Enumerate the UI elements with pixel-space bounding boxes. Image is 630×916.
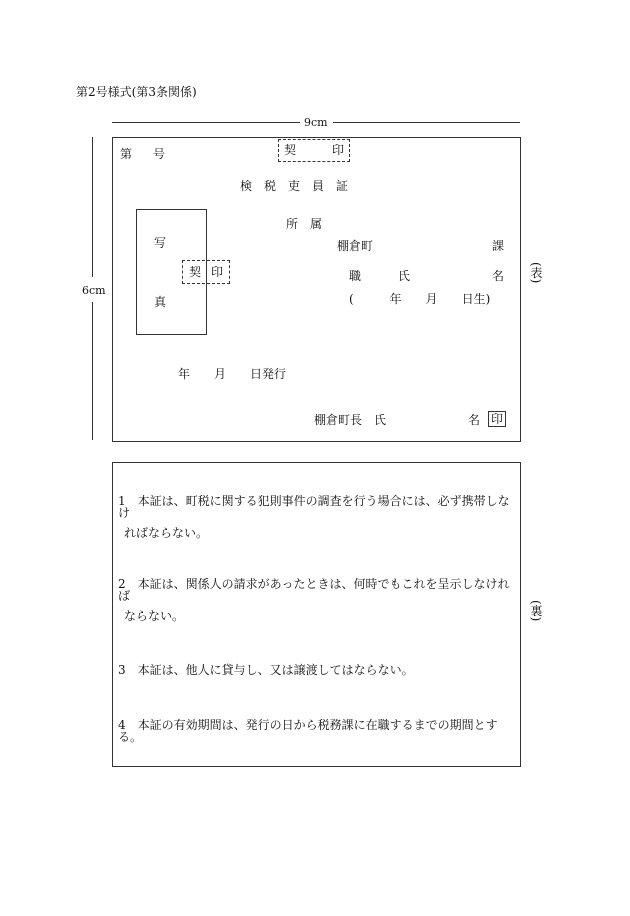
width-dimension-line-right bbox=[333, 122, 520, 123]
back-item-4-line1: 4 本証の有効期間は、発行の日から税務課に在職するまでの期間とする。 bbox=[118, 718, 498, 744]
back-item-1-line2: ればならない。 bbox=[124, 526, 209, 540]
back-item-3-line1: 3 本証は、他人に貸与し、又は譲渡してはならない。 bbox=[118, 663, 414, 677]
front-side-label: (表) bbox=[529, 262, 543, 284]
width-dimension-line-left bbox=[112, 122, 300, 123]
seal-in-box: 印 bbox=[488, 411, 506, 427]
photo-label-sha: 写 bbox=[154, 236, 167, 250]
back-item-2-line1: 2 本証は、関係人の請求があったときは、何時でもこれを呈示しなければ bbox=[118, 577, 510, 603]
back-item-2-line2: ならない。 bbox=[124, 609, 185, 623]
back-item-1-line1: 1 本証は、町税に関する犯則事件の調査を行う場合には、必ず携帯しなけ bbox=[118, 494, 510, 520]
name-shi: 氏 bbox=[398, 269, 411, 283]
affiliation-town: 棚倉町 bbox=[337, 239, 374, 253]
height-dimension-line-top bbox=[92, 137, 93, 277]
seal-photo-in: 印 bbox=[211, 265, 224, 279]
height-dimension-label: 6cm bbox=[82, 284, 106, 297]
affiliation-ka: 課 bbox=[492, 239, 505, 253]
mayor-seal bbox=[488, 411, 506, 427]
affiliation-label: 所 属 bbox=[286, 217, 323, 231]
seal-top-in: 印 bbox=[332, 143, 345, 157]
name-mei: 名 bbox=[492, 269, 505, 283]
photo-label-shin: 真 bbox=[154, 295, 167, 309]
width-dimension-label: 9cm bbox=[304, 116, 328, 129]
birth-date: ( 年 月 日生) bbox=[349, 292, 491, 306]
issue-date: 年 月 日発行 bbox=[178, 367, 287, 381]
back-side-label: (裏) bbox=[529, 600, 543, 622]
mayor-title: 棚倉町長 氏 bbox=[314, 413, 387, 427]
number-go: 号 bbox=[153, 147, 166, 161]
number-dai: 第 bbox=[120, 147, 133, 161]
form-title: 第2号様式(第3条関係) bbox=[76, 85, 197, 99]
height-dimension-line-bottom bbox=[92, 302, 93, 440]
card-title: 検 税 吏 員 証 bbox=[240, 179, 349, 193]
seal-photo-kei: 契 bbox=[189, 265, 202, 279]
position-shoku: 職 bbox=[349, 269, 362, 283]
seal-top-kei: 契 bbox=[284, 143, 297, 157]
mayor-mei: 名 bbox=[468, 413, 481, 427]
